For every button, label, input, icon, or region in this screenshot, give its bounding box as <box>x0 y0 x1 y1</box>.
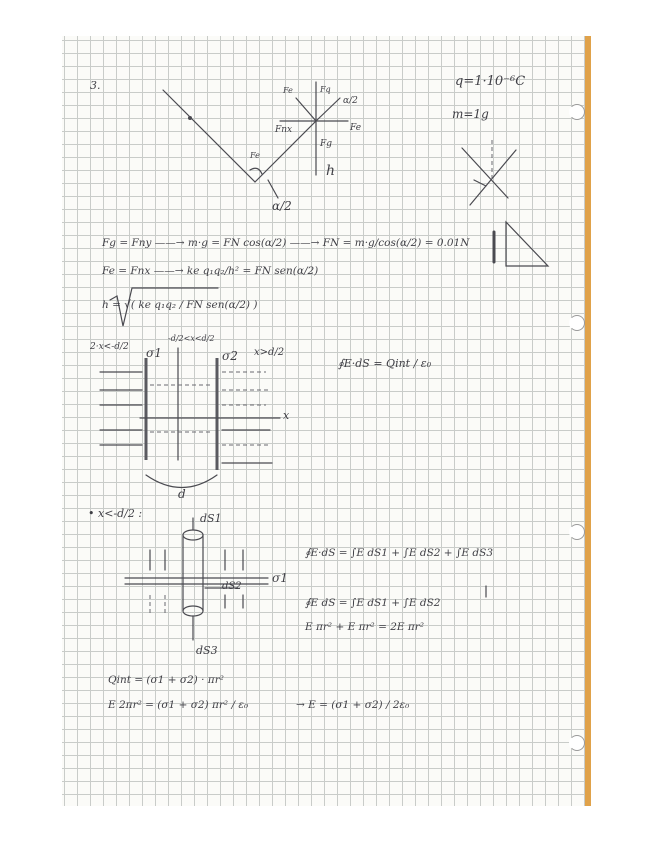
x-axis-label: x <box>283 409 290 422</box>
integral-line: ∮E·dS = ∫E dS1 + ∫E dS2 + ∫E dS3 <box>305 547 494 559</box>
integral-line: ∮E dS = ∫E dS1 + ∫E dS2 <box>305 597 441 609</box>
ds1-label: dS1 <box>200 512 222 525</box>
given-charge: q=1·10⁻⁶C <box>455 74 526 89</box>
sigma1-label: σ1 <box>272 571 288 585</box>
force-label: Fq <box>320 85 331 94</box>
sigma2-label: σ2 <box>222 349 238 363</box>
region-label: -d/2<x<d/2 <box>168 334 215 343</box>
problem-number: 3. <box>90 79 101 92</box>
enclosed-charge: Qint = (σ1 + σ2) · πr² <box>108 674 224 686</box>
height-label: h <box>326 163 336 179</box>
force-label: Fe <box>250 151 260 160</box>
small-incline-diagram <box>462 140 516 205</box>
force-label: Fe <box>283 86 293 95</box>
region-label: x>d/2 <box>254 347 285 358</box>
force-label: Fe <box>350 123 362 133</box>
result-rhs: → E = (σ1 + σ2) / 2ε₀ <box>296 699 410 711</box>
force-label: Fg <box>320 139 333 149</box>
integral-line: E πr² + E πr² = 2E πr² <box>305 621 425 633</box>
ds2-label: dS2 <box>222 581 242 592</box>
gauss-cylinder-diagram <box>125 518 268 640</box>
equation-line: h = √( ke q₁q₂ / FN sen(α/2) ) <box>102 299 258 311</box>
angle-label: α/2 <box>343 96 358 106</box>
d-label: d <box>178 487 186 501</box>
equation-line: Fg = Fny ——→ m·g = FN cos(α/2) ——→ FN = m·g/cos(α/2) = 0.01N <box>102 237 470 249</box>
equation-line: Fe = Fnx ——→ ke q₁q₂/h² = FN sen(α/2) <box>102 265 319 277</box>
given-mass: m=1g <box>452 107 489 121</box>
angle-label: α/2 <box>272 199 292 213</box>
ds3-label: dS3 <box>196 644 218 657</box>
sigma1-label: σ1 <box>146 346 162 360</box>
force-label: Fnx <box>275 125 293 135</box>
triangle-sketch <box>494 222 548 266</box>
region-label: 2·x<-d/2 <box>90 342 129 352</box>
gauss-law: ∮E·dS = Qint / ε₀ <box>338 357 432 370</box>
plates-diagram <box>100 348 280 488</box>
case-label: • x<-d/2 : <box>88 507 143 520</box>
result-lhs: E 2πr² = (σ1 + σ2) πr² / ε₀ <box>108 699 249 711</box>
